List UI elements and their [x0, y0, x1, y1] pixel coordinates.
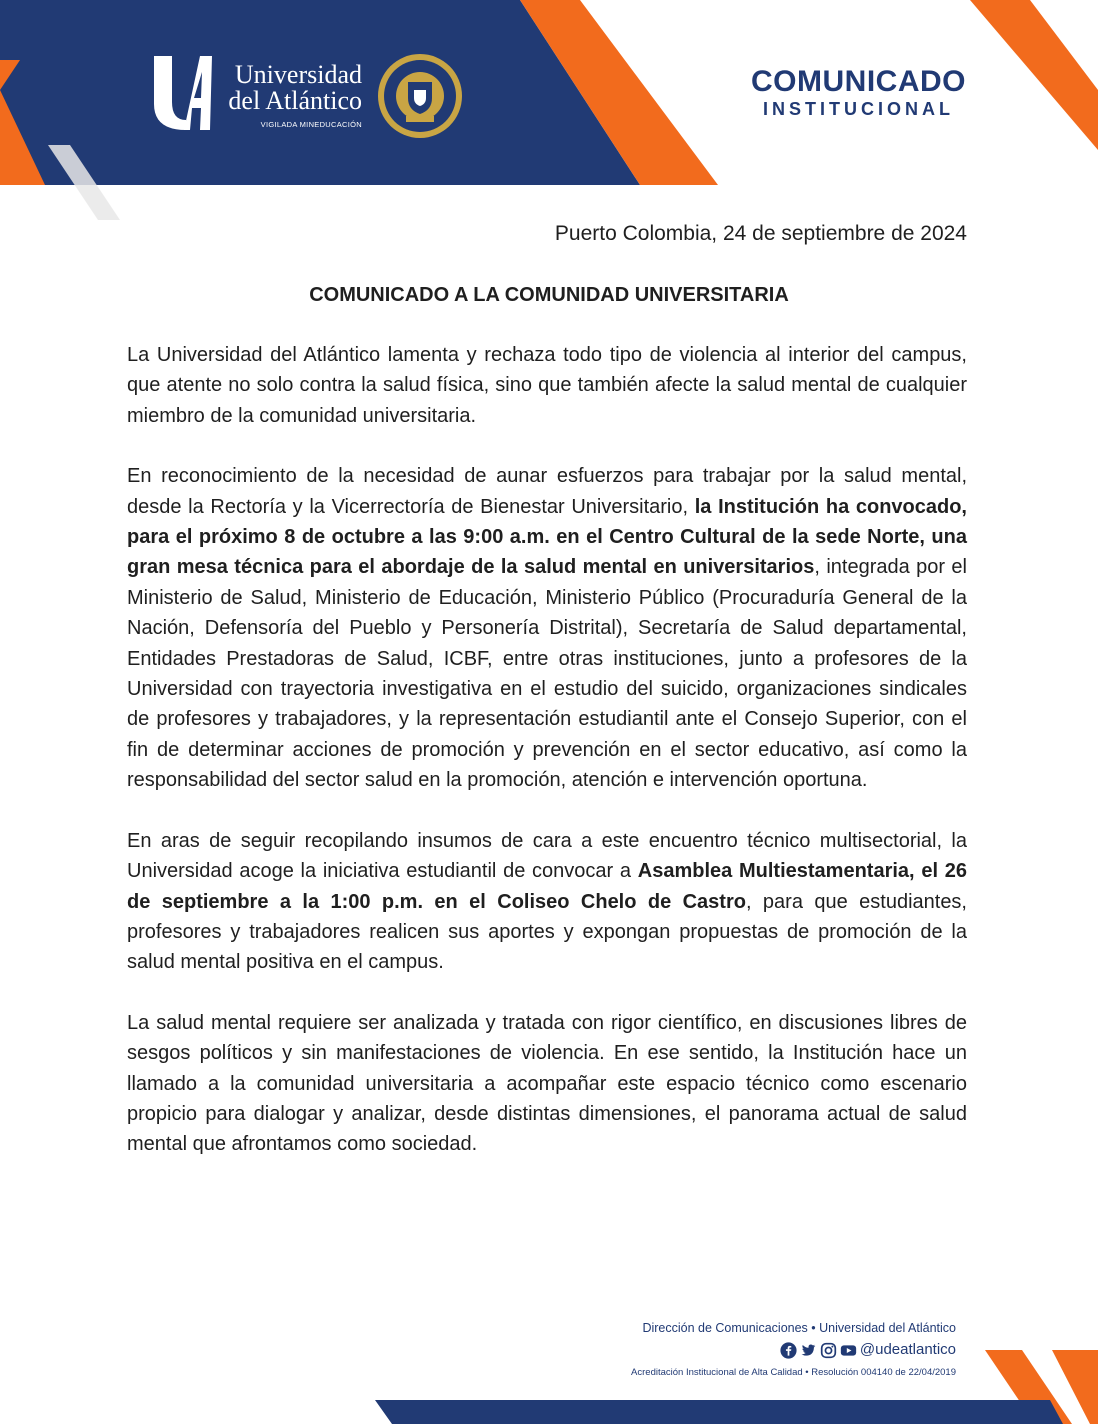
paragraph-2-text-a: En reconocimiento de la necesidad de aunar esfuerzos para trabajar por la salud mental, desde la Rectoría y la Vicerrectoría de Bienestar Universitario,: [127, 465, 967, 518]
paragraph-3-bold: Asamblea Multiestamentaria, el 26 de septiembre a la 1:00 p.m. en el Coliseo Chelo de Castro: [127, 860, 967, 913]
footer-accreditation: Acreditación Institucional de Alta Calidad • Resolución 004140 de 22/04/2019: [631, 1367, 956, 1378]
title-sub: INSTITUCIONAL: [763, 99, 954, 119]
paragraph-1: La Universidad del Atlántico lamenta y rechaza todo tipo de violencia al interior del campus, que atente no solo contra la salud física, sino que también afecte la salud mental de cualquier miembro de la comunidad universitaria.: [127, 344, 967, 427]
title-main: COMUNICADO: [751, 65, 966, 98]
document-heading: COMUNICADO A LA COMUNIDAD UNIVERSITARIA: [309, 284, 789, 306]
date-line: Puerto Colombia, 24 de septiembre de 2024: [554, 222, 967, 245]
paragraph-2: [127, 461, 967, 795]
paragraph-2-bold: la Institución ha convocado, para el próximo 8 de octubre a las 9:00 a.m. en el Centro Cultural de la sede Norte, una gran mesa técnica para el abordaje de la salud mental en universitarios: [127, 495, 967, 579]
paragraph-3-text-a: En aras de seguir recopilando insumos de cara a este encuentro técnico multisectorial, la Universidad acoge la iniciativa estudiantil de convocar a: [127, 829, 967, 883]
accreditation-seal-icon: [376, 52, 464, 140]
document-body: [127, 340, 967, 1190]
logo-name: [218, 62, 362, 114]
paragraph-4: La salud mental requiere ser analizada y tratada con rigor científico, en discusiones libres de sesgos políticos y sin manifestaciones de violencia. En ese sentido, la Institución hace un llamado a la comunidad universitaria a acompañar este espacio técnico como escenario propicio para dialogar y analizar, desde distintas dimensiones, el panorama actual de salud mental que afrontamos como sociedad.: [127, 1011, 967, 1156]
university-logo: [140, 48, 480, 140]
logo-line-1: Universidad: [234, 60, 362, 89]
footer-department: Dirección de Comunicaciones • Universidad del Atlántico: [642, 1321, 956, 1335]
ua-monogram-icon: [146, 50, 216, 134]
paragraph-2-text-c: , integrada por el Ministerio de Salud, Ministerio de Educación, Ministerio Público (Procuraduría General de la Nación, Defensoría del Pueblo y Personería Distrital), Secretaría de Salud departamental, Entidades Prestadoras de Salud, ICBF, entre otras instituciones, junto a profesores de la Universidad con trayectoria investigativa en el estudio del suicido, organizaciones sindicales de profesores y trabajadores, y la representación estudiantil ante el Consejo Superior, con el fin de determinar acciones de promoción y prevención en el sector educativo, así como la responsabilidad del sector salud en la promoción, atención e intervención oportuna.: [127, 556, 967, 792]
social-handle[interactable]: @udeatlantico: [859, 1341, 956, 1358]
paragraph-3: [127, 826, 967, 978]
comunicado-title: [751, 66, 966, 120]
paragraph-3-text-c: , para que estudiantes, profesores y trabajadores realicen sus aportes y expongan propuestas de promoción de la salud mental positiva en el campus.: [127, 890, 967, 974]
logo-line-2: del Atlántico: [228, 86, 362, 115]
footer-banner: [0, 1350, 1098, 1424]
logo-tagline: VIGILADA MINEDUCACIÓN: [260, 120, 362, 129]
